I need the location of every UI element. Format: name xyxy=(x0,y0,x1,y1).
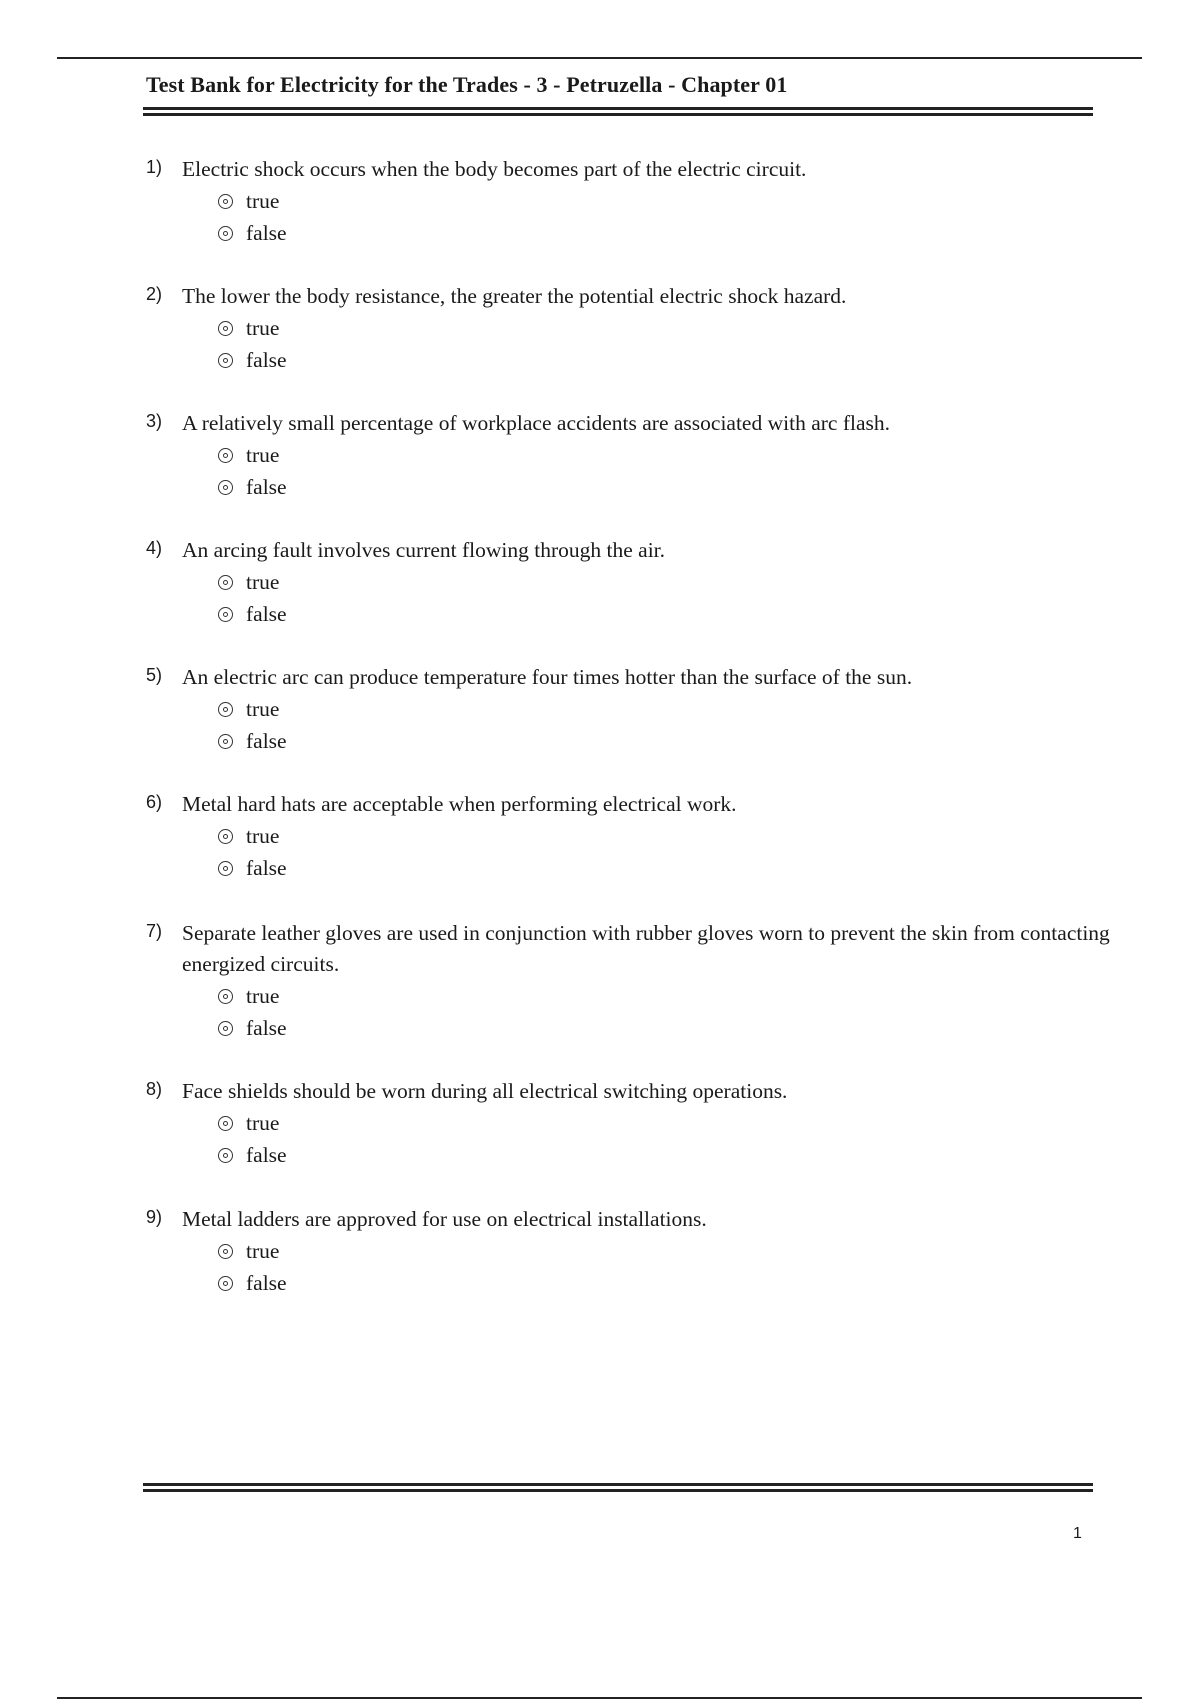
option-label: false xyxy=(246,856,287,880)
option-label: true xyxy=(246,824,280,848)
document-title: Test Bank for Electricity for the Trades - 3 - Petruzella - Chapter 01 xyxy=(146,72,788,97)
radio-button-icon[interactable] xyxy=(218,1021,233,1036)
option-label: true xyxy=(246,697,280,721)
radio-button-icon[interactable] xyxy=(218,226,233,241)
option-false[interactable] xyxy=(218,471,287,503)
radio-button-icon[interactable] xyxy=(218,989,233,1004)
question-number: 7) xyxy=(146,921,163,941)
radio-button-icon[interactable] xyxy=(218,1148,233,1163)
question-text: The lower the body resistance, the greater the potential electric shock hazard. xyxy=(182,284,847,308)
option-true[interactable] xyxy=(218,439,287,471)
answer-options xyxy=(218,820,287,884)
option-label: false xyxy=(246,1271,287,1295)
answer-options xyxy=(218,312,287,376)
option-label: false xyxy=(246,221,287,245)
option-true[interactable] xyxy=(218,980,287,1012)
answer-options xyxy=(218,980,287,1044)
option-label: false xyxy=(246,1016,287,1040)
question-number: 1) xyxy=(146,157,163,177)
question-text: A relatively small percentage of workplace accidents are associated with arc flash. xyxy=(182,411,890,435)
question-number: 5) xyxy=(146,665,163,685)
question-text: An arcing fault involves current flowing through the air. xyxy=(182,538,666,562)
option-label: true xyxy=(246,316,280,340)
option-true[interactable] xyxy=(218,185,287,217)
answer-options xyxy=(218,185,287,249)
option-false[interactable] xyxy=(218,725,287,757)
option-label: false xyxy=(246,348,287,372)
option-label: true xyxy=(246,1239,280,1263)
header-double-rule xyxy=(143,107,1093,116)
question-number: 6) xyxy=(146,792,163,812)
question-text: Separate leather gloves are used in conjunction with rubber gloves worn to prevent the skin from contacting energized circuits. xyxy=(182,921,1110,976)
answer-options xyxy=(218,1235,287,1299)
option-label: true xyxy=(246,1111,280,1135)
radio-button-icon[interactable] xyxy=(218,353,233,368)
radio-button-icon[interactable] xyxy=(218,194,233,209)
question-number: 9) xyxy=(146,1207,163,1227)
radio-button-icon[interactable] xyxy=(218,1276,233,1291)
option-label: false xyxy=(246,602,287,626)
option-label: false xyxy=(246,1143,287,1167)
option-true[interactable] xyxy=(218,693,287,725)
question-text: Face shields should be worn during all electrical switching operations. xyxy=(182,1079,788,1103)
radio-button-icon[interactable] xyxy=(218,1244,233,1259)
radio-button-icon[interactable] xyxy=(218,734,233,749)
radio-button-icon[interactable] xyxy=(218,321,233,336)
option-true[interactable] xyxy=(218,312,287,344)
radio-button-icon[interactable] xyxy=(218,607,233,622)
question-number: 3) xyxy=(146,411,163,431)
footer-double-rule xyxy=(143,1483,1093,1492)
option-false[interactable] xyxy=(218,1267,287,1299)
answer-options xyxy=(218,693,287,757)
option-false[interactable] xyxy=(218,852,287,884)
answer-options xyxy=(218,566,287,630)
option-label: true xyxy=(246,570,280,594)
question-text: Metal hard hats are acceptable when performing electrical work. xyxy=(182,792,737,816)
option-label: false xyxy=(246,475,287,499)
option-true[interactable] xyxy=(218,1107,287,1139)
option-false[interactable] xyxy=(218,344,287,376)
option-false[interactable] xyxy=(218,598,287,630)
option-true[interactable] xyxy=(218,566,287,598)
option-false[interactable] xyxy=(218,217,287,249)
page-number: 1 xyxy=(1073,1525,1082,1542)
radio-button-icon[interactable] xyxy=(218,480,233,495)
radio-button-icon[interactable] xyxy=(218,861,233,876)
radio-button-icon[interactable] xyxy=(218,829,233,844)
bottom-page-border xyxy=(57,1697,1142,1699)
option-label: true xyxy=(246,189,280,213)
question-number: 4) xyxy=(146,538,163,558)
radio-button-icon[interactable] xyxy=(218,702,233,717)
radio-button-icon[interactable] xyxy=(218,1116,233,1131)
option-true[interactable] xyxy=(218,820,287,852)
answer-options xyxy=(218,439,287,503)
option-label: true xyxy=(246,443,280,467)
option-label: false xyxy=(246,729,287,753)
option-label: true xyxy=(246,984,280,1008)
option-false[interactable] xyxy=(218,1139,287,1171)
radio-button-icon[interactable] xyxy=(218,448,233,463)
question-text: Electric shock occurs when the body becomes part of the electric circuit. xyxy=(182,157,807,181)
option-false[interactable] xyxy=(218,1012,287,1044)
option-true[interactable] xyxy=(218,1235,287,1267)
radio-button-icon[interactable] xyxy=(218,575,233,590)
question-text: Metal ladders are approved for use on electrical installations. xyxy=(182,1207,707,1231)
question-text: An electric arc can produce temperature four times hotter than the surface of the sun. xyxy=(182,665,913,689)
question-number: 8) xyxy=(146,1079,163,1099)
answer-options xyxy=(218,1107,287,1171)
question-number: 2) xyxy=(146,284,163,304)
top-page-border xyxy=(57,57,1142,59)
